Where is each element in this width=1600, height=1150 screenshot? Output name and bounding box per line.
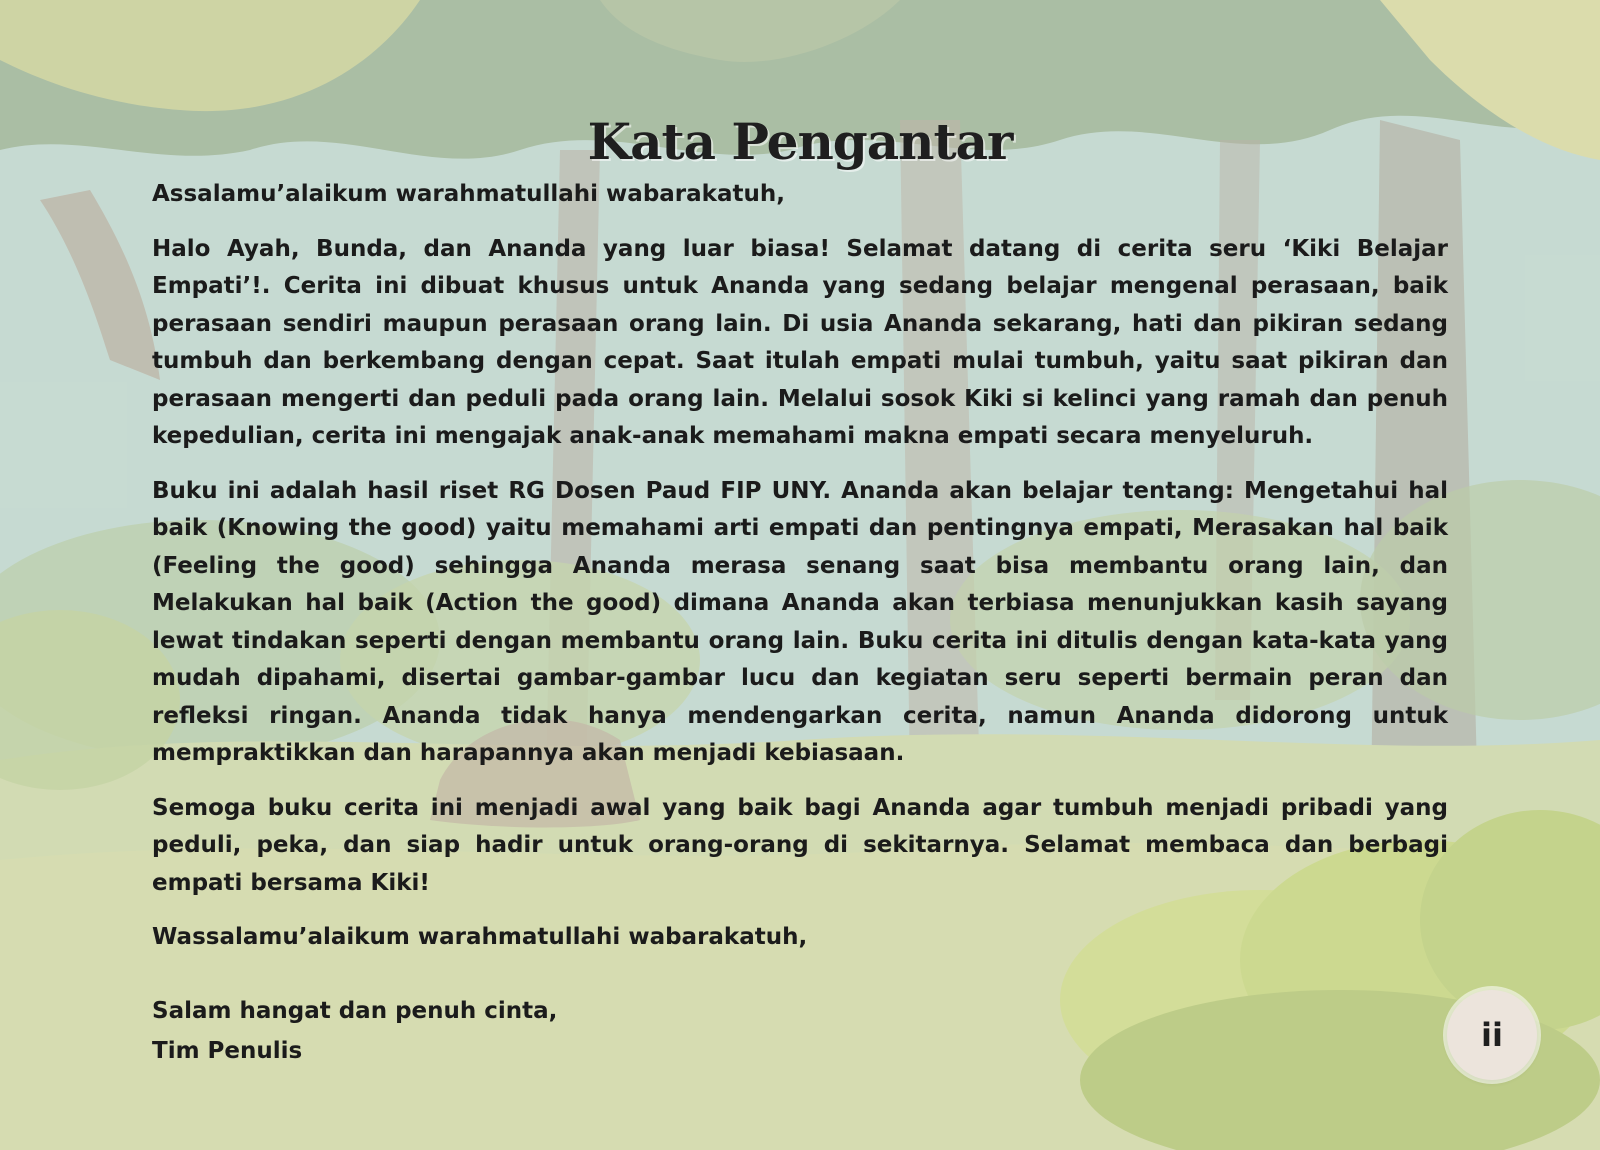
opening-greeting: Assalamu’alaikum warahmatullahi wabarakatuh, [152,181,785,207]
author-line: Tim Penulis [152,1037,303,1064]
foreword-body [152,176,1448,1071]
page-number-badge: ii [1447,990,1537,1080]
page-title: Kata Pengantar [587,111,1013,171]
paragraph-1: Halo Ayah, Bunda, dan Ananda yang luar biasa! Selamat datang di cerita seru ‘Kiki Belajar Empati’!. Cerita ini dibuat khusus untuk Ananda yang sedang belajar mengenal perasaan, baik perasaan sendiri maupun perasaan orang lain. Di usia Ananda sekarang, hati dan pikiran sedang tumbuh dan berkembang dengan cepat. Saat itulah empati mulai tumbuh, yaitu saat pikiran dan perasaan mengerti dan peduli pada orang lain. Melalui sosok Kiki si kelinci yang ramah dan penuh kepedulian, cerita ini mengajak anak-anak memahami makna empati secara menyeluruh. [152,235,1448,449]
paragraph-3: Semoga buku cerita ini menjadi awal yang baik bagi Ananda agar tumbuh menjadi pribadi yang peduli, peka, dan siap hadir untuk orang-orang di sekitarnya. Selamat membaca dan berbagi empati bersama Kiki! [152,794,1448,896]
sign-off-line: Salam hangat dan penuh cinta, [152,997,558,1024]
closing-greeting: Wassalamu’alaikum warahmatullahi wabarakatuh, [152,924,808,950]
signature-block [152,991,1448,1071]
paragraph-2: Buku ini adalah hasil riset RG Dosen Paud FIP UNY. Ananda akan belajar tentang: Mengetahui hal baik (Knowing the good) yaitu memahami arti empati dan pentingnya empati, Merasakan hal baik (Feeling the good) sehingga Ananda merasa senang saat bisa membantu orang lain, dan Melakukan hal baik (Action the good) dimana Ananda akan terbiasa menunjukkan kasih sayang lewat tindakan seperti dengan membantu orang lain. Buku cerita ini ditulis dengan kata-kata yang mudah dipahami, disertai gambar-gambar lucu dan kegiatan seru seperti bermain peran dan refleksi ringan. Ananda tidak hanya mendengarkan cerita, namun Ananda didorong untuk mempraktikkan dan harapannya akan menjadi kebiasaan. [152,477,1448,766]
